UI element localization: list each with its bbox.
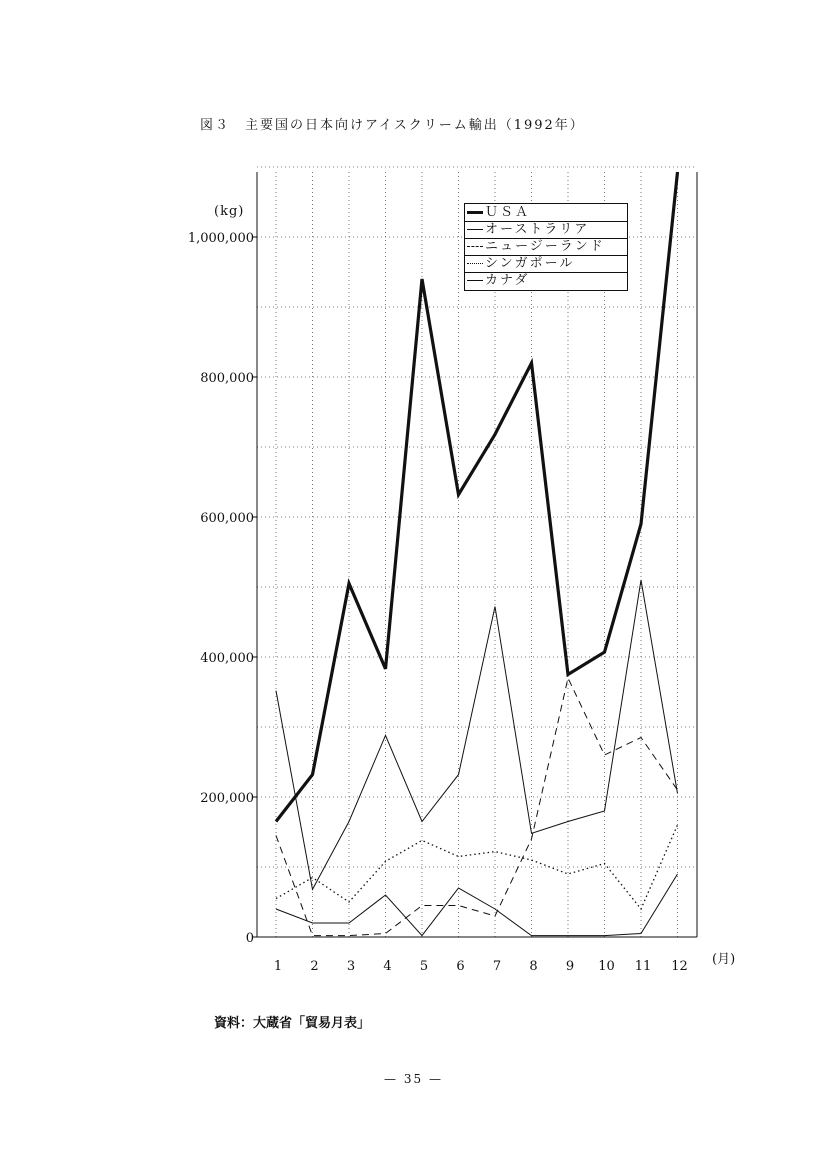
legend-swatch-canada bbox=[467, 280, 483, 281]
legend-label-usa: ＵＳＡ bbox=[485, 205, 531, 220]
series-line-canada bbox=[276, 874, 678, 936]
legend-label-singapore: シンガポール bbox=[485, 256, 575, 271]
x-tick-label: 10 bbox=[598, 959, 615, 974]
legend bbox=[464, 203, 628, 291]
x-tick-label: 2 bbox=[310, 959, 319, 974]
legend-item-singapore bbox=[465, 255, 627, 273]
legend-swatch-usa bbox=[467, 211, 483, 214]
legend-label-canada: カナダ bbox=[485, 273, 530, 288]
x-tick-label: 4 bbox=[383, 959, 392, 974]
x-tick-label: 7 bbox=[492, 959, 502, 974]
legend-swatch-australia bbox=[467, 229, 483, 230]
series-line-australia bbox=[276, 580, 678, 889]
series-line-new-zealand bbox=[276, 678, 678, 936]
legend-swatch-singapore bbox=[467, 263, 483, 264]
x-axis-label: (月) bbox=[712, 952, 736, 967]
y-tick-label: 600,000 bbox=[200, 511, 254, 526]
page-number: — 35 — bbox=[384, 1072, 443, 1086]
legend-item-new-zealand bbox=[465, 238, 627, 256]
legend-label-australia: オーストラリア bbox=[485, 222, 590, 237]
y-tick-label: 800,000 bbox=[200, 371, 254, 386]
legend-item-canada bbox=[465, 272, 627, 289]
x-tick-label: 1 bbox=[273, 959, 283, 974]
x-tick-label: 9 bbox=[565, 959, 575, 974]
y-tick-labels bbox=[188, 231, 254, 946]
legend-item-australia bbox=[465, 221, 627, 239]
y-tick-label: 200,000 bbox=[200, 791, 254, 806]
y-unit-label: (kg) bbox=[214, 204, 245, 219]
legend-item-usa bbox=[465, 204, 627, 222]
y-tick-label: 400,000 bbox=[200, 651, 254, 666]
legend-swatch-new-zealand bbox=[467, 246, 483, 247]
x-tick-labels bbox=[274, 959, 688, 974]
source-note: 資料：大蔵省「貿易月表」 bbox=[214, 1016, 371, 1031]
page-title: 図３ 主要国の日本向けアイスクリーム輸出（1992年） bbox=[200, 118, 585, 133]
x-tick-label: 11 bbox=[634, 959, 652, 974]
x-tick-label: 5 bbox=[419, 959, 429, 974]
y-tick-label: 0 bbox=[245, 931, 254, 946]
x-tick-label: 6 bbox=[456, 959, 465, 974]
x-tick-label: 8 bbox=[529, 959, 538, 974]
x-tick-label: 3 bbox=[346, 959, 356, 974]
y-tick-label: 1,000,000 bbox=[187, 231, 254, 246]
x-tick-label: 12 bbox=[671, 959, 688, 974]
legend-label-new-zealand: ニュージーランド bbox=[485, 239, 605, 254]
